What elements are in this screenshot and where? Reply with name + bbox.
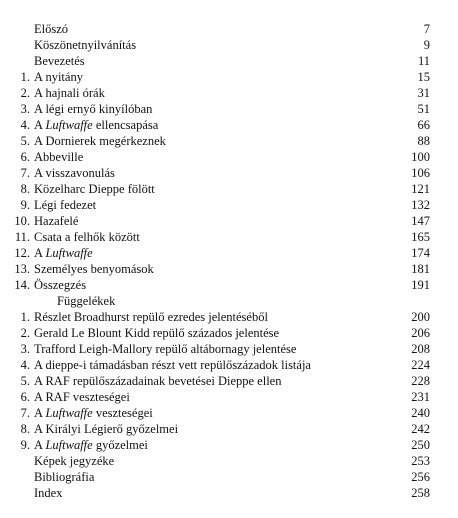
entry-title: Index xyxy=(34,486,63,500)
entry-title: Abbeville xyxy=(34,150,84,164)
entry-page: 174 xyxy=(411,246,430,260)
chapter-entry xyxy=(0,69,458,85)
entry-title: Köszönetnyilvánítás xyxy=(34,38,137,52)
entry-title: Összegzés xyxy=(34,278,87,292)
entry-title: A visszavonulás xyxy=(34,166,115,180)
entry-number: 4. xyxy=(20,358,30,372)
entry-title: A Luftwaffe xyxy=(34,246,93,260)
entry-page: 100 xyxy=(411,150,430,164)
entry-title: A RAF veszteségei xyxy=(34,390,130,404)
entry-page: 240 xyxy=(411,406,430,420)
appendix-entry xyxy=(0,309,458,325)
appendix-entry xyxy=(0,373,458,389)
appendix-entry xyxy=(0,325,458,341)
entry-number: 7. xyxy=(20,166,30,180)
appendix-entry xyxy=(0,389,458,405)
appendix-entry xyxy=(0,421,458,437)
entry-page: 147 xyxy=(411,214,430,228)
chapter-entry xyxy=(0,149,458,165)
entry-number: 8. xyxy=(20,422,30,436)
entry-page: 200 xyxy=(411,310,430,324)
entry-title: A hajnali órák xyxy=(34,86,105,100)
entry-number: 10. xyxy=(14,214,30,228)
entry-page: 15 xyxy=(417,70,430,84)
entry-title: Trafford Leigh-Mallory repülő altábornagy jelentése xyxy=(34,342,297,356)
entry-page: 181 xyxy=(411,262,430,276)
appendix-entry xyxy=(0,405,458,421)
appendix-heading: Függelékek xyxy=(57,294,116,308)
entry-number: 7. xyxy=(20,406,30,420)
entry-title: Képek jegyzéke xyxy=(34,454,115,468)
entry-number: 1. xyxy=(20,310,30,324)
chapter-entry xyxy=(0,277,458,293)
entry-page: 7 xyxy=(423,22,430,36)
entry-number: 12. xyxy=(14,246,30,260)
chapter-entry xyxy=(0,133,458,149)
entry-number: 4. xyxy=(20,118,30,132)
toc-entry xyxy=(0,37,458,53)
entry-title: A Luftwaffe győzelmei xyxy=(34,438,148,452)
entry-title: A Luftwaffe veszteségei xyxy=(34,406,153,420)
entry-page: 121 xyxy=(411,182,430,196)
entry-page: 165 xyxy=(411,230,430,244)
entry-page: 231 xyxy=(411,390,430,404)
entry-title: A RAF repülőszázadainak bevetései Dieppe ellen xyxy=(34,374,282,388)
entry-number: 5. xyxy=(20,374,30,388)
entry-title: A légi ernyő kinyílóban xyxy=(34,102,153,116)
chapter-entry xyxy=(0,85,458,101)
entry-page: 250 xyxy=(411,438,430,452)
entry-title: A Dornierek megérkeznek xyxy=(34,134,166,148)
entry-title: Előszó xyxy=(34,22,69,36)
appendix-entry xyxy=(0,437,458,453)
entry-page: 253 xyxy=(411,454,430,468)
entry-page: 11 xyxy=(417,54,430,68)
entry-title: Csata a felhők között xyxy=(34,230,140,244)
entry-page: 31 xyxy=(417,86,430,100)
entry-page: 9 xyxy=(423,38,430,52)
entry-title: A dieppe-i támadásban részt vett repülőszázadok listája xyxy=(34,358,311,372)
chapter-entry xyxy=(0,181,458,197)
entry-title: Közelharc Dieppe fölött xyxy=(34,182,155,196)
entry-number: 6. xyxy=(20,150,30,164)
entry-title: Bevezetés xyxy=(34,54,85,68)
entry-title: Bibliográfia xyxy=(34,470,95,484)
chapter-entry xyxy=(0,245,458,261)
entry-page: 258 xyxy=(411,486,430,500)
entry-page: 66 xyxy=(417,118,430,132)
entry-number: 14. xyxy=(14,278,30,292)
entry-page: 106 xyxy=(411,166,430,180)
chapter-entry xyxy=(0,261,458,277)
entry-page: 228 xyxy=(411,374,430,388)
chapter-entry xyxy=(0,165,458,181)
entry-page: 224 xyxy=(411,358,430,372)
entry-number: 5. xyxy=(20,134,30,148)
chapter-entry xyxy=(0,229,458,245)
entry-page: 208 xyxy=(411,342,430,356)
entry-title: A nyitány xyxy=(34,70,83,84)
toc-entry xyxy=(0,469,458,485)
toc-entry xyxy=(0,485,458,501)
appendix-entry xyxy=(0,357,458,373)
toc-entry xyxy=(0,21,458,37)
entry-number: 2. xyxy=(20,326,30,340)
entry-number: 6. xyxy=(20,390,30,404)
entry-number: 2. xyxy=(20,86,30,100)
entry-number: 3. xyxy=(20,102,30,116)
entry-number: 8. xyxy=(20,182,30,196)
entry-page: 256 xyxy=(411,470,430,484)
entry-number: 11. xyxy=(14,230,30,244)
entry-title: Személyes benyomások xyxy=(34,262,154,276)
toc-entry xyxy=(0,53,458,69)
appendix-entry xyxy=(0,341,458,357)
entry-page: 206 xyxy=(411,326,430,340)
entry-number: 1. xyxy=(20,70,30,84)
entry-page: 51 xyxy=(417,102,430,116)
entry-number: 3. xyxy=(20,342,30,356)
toc-entry xyxy=(0,453,458,469)
entry-page: 88 xyxy=(417,134,430,148)
chapter-entry xyxy=(0,213,458,229)
entry-page: 132 xyxy=(411,198,430,212)
chapter-entry xyxy=(0,197,458,213)
entry-number: 9. xyxy=(20,198,30,212)
entry-title: Légi fedezet xyxy=(34,198,97,212)
entry-page: 242 xyxy=(411,422,430,436)
entry-number: 13. xyxy=(14,262,30,276)
entry-number: 9. xyxy=(20,438,30,452)
entry-page: 191 xyxy=(411,278,430,292)
entry-title: Gerald Le Blount Kidd repülő százados jelentése xyxy=(34,326,280,340)
entry-title: Hazafelé xyxy=(34,214,79,228)
entry-title: Részlet Broadhurst repülő ezredes jelentéséből xyxy=(34,310,268,324)
chapter-entry xyxy=(0,101,458,117)
chapter-entry xyxy=(0,117,458,133)
entry-title: A Luftwaffe ellencsapása xyxy=(34,118,159,132)
entry-title: A Királyi Légierő győzelmei xyxy=(34,422,179,436)
